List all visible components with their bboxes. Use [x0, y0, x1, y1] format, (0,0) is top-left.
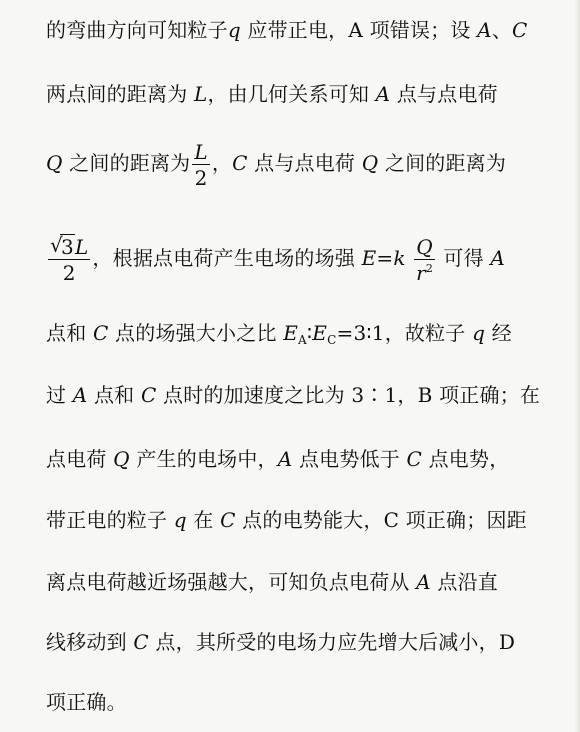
text: 点和: [87, 383, 141, 407]
text: ，由几何关系可知: [207, 82, 376, 106]
text-line-8: [46, 498, 568, 542]
fraction-denominator: 2: [62, 260, 76, 285]
text: 点时的加速度之比为 3∶1，B 项正确；在: [156, 383, 541, 407]
sqrt-radicand: 3: [61, 234, 74, 259]
text: 线移动到: [46, 630, 134, 654]
text: 之间的距离为: [378, 151, 507, 175]
text: 点的电势能大，C 项正确；因距: [235, 508, 527, 532]
var-C: C: [140, 383, 157, 407]
text-line-5: [46, 311, 568, 355]
var-Q: Q: [46, 151, 63, 175]
fraction-denominator: [414, 260, 435, 283]
text: 之间的距离为: [62, 151, 191, 175]
var-A: A: [490, 246, 506, 270]
var-q: q: [472, 321, 486, 345]
text: 可得: [436, 246, 491, 270]
text: 产生的电场中，: [129, 447, 278, 471]
fraction-numerator: L: [194, 139, 208, 164]
fraction-numerator: Q: [416, 234, 433, 259]
text: 点，其所受的电场力应先增大后减小，D: [148, 630, 516, 654]
var-r: r: [416, 260, 426, 285]
text-line-6: [46, 373, 568, 417]
fraction-L-over-2: [192, 139, 209, 190]
text: ，: [211, 151, 233, 175]
var-C: C: [92, 321, 109, 345]
text: 的弯曲方向可知粒子: [46, 18, 228, 42]
var-A: A: [277, 447, 293, 471]
var-C: C: [512, 18, 528, 42]
text: ，根据点电荷产生电场的场强: [92, 246, 362, 270]
text: 点电势，: [422, 447, 510, 471]
text-line-2: [46, 72, 568, 116]
var-E: E: [312, 321, 328, 345]
text: 经: [485, 321, 512, 345]
var-C: C: [406, 447, 423, 471]
text: 点与点电荷: [390, 82, 498, 106]
text-line-3: [46, 139, 568, 190]
var-Q: Q: [113, 447, 130, 471]
var-L: L: [74, 234, 89, 259]
var-L: L: [193, 82, 208, 106]
var-A: A: [416, 570, 431, 594]
exponent: 2: [425, 261, 434, 275]
ratio-colon: ∶: [306, 321, 313, 345]
fraction-Q-over-r2: [414, 234, 435, 285]
var-q: q: [227, 18, 241, 42]
sqrt-expression: [50, 232, 75, 259]
var-E: E: [283, 321, 299, 345]
var-A: A: [375, 82, 391, 106]
text-line-10: [46, 620, 568, 664]
text: 应带正电，A 项错误；设: [240, 18, 478, 42]
var-A: A: [72, 383, 88, 407]
var-A: A: [477, 18, 492, 42]
var-C: C: [232, 151, 248, 175]
sqrt-icon: √: [50, 232, 63, 257]
var-Q: Q: [361, 151, 379, 175]
text: =3∶1，故粒子: [336, 321, 473, 345]
fraction-numerator: [48, 232, 90, 260]
text: 两点间的距离为: [46, 82, 194, 106]
var-q: q: [173, 508, 187, 532]
fraction-sqrt3L-over-2: [48, 232, 90, 285]
text-line-4: [46, 232, 568, 285]
var-E: E: [361, 246, 377, 270]
subscript: A: [298, 333, 307, 347]
text: 点和: [46, 321, 93, 345]
text: 离点电荷越近场强越大，可知负点电荷从: [46, 570, 417, 594]
var-C: C: [220, 508, 236, 532]
text-line-9: [46, 560, 568, 604]
text: 、: [491, 18, 513, 42]
text-line-1: [46, 8, 568, 52]
text-line-11: [46, 680, 568, 724]
subscript: C: [327, 333, 337, 347]
scan-edge-shadow: [574, 0, 580, 732]
text-line-7: [46, 437, 568, 481]
text: 点电荷: [46, 447, 114, 471]
text: 带正电的粒子: [46, 508, 174, 532]
text: 在: [186, 508, 221, 532]
text: 点与点电荷: [247, 151, 362, 175]
text: 点电势低于: [292, 447, 407, 471]
text: 点沿直: [430, 570, 498, 594]
text: 过: [46, 383, 73, 407]
fraction-denominator: 2: [194, 165, 208, 190]
var-C: C: [133, 630, 149, 654]
text: 点的场强大小之比: [108, 321, 284, 345]
var-k: k: [393, 246, 406, 270]
equals-sign: =: [376, 246, 394, 270]
text: 项正确。: [46, 690, 127, 714]
